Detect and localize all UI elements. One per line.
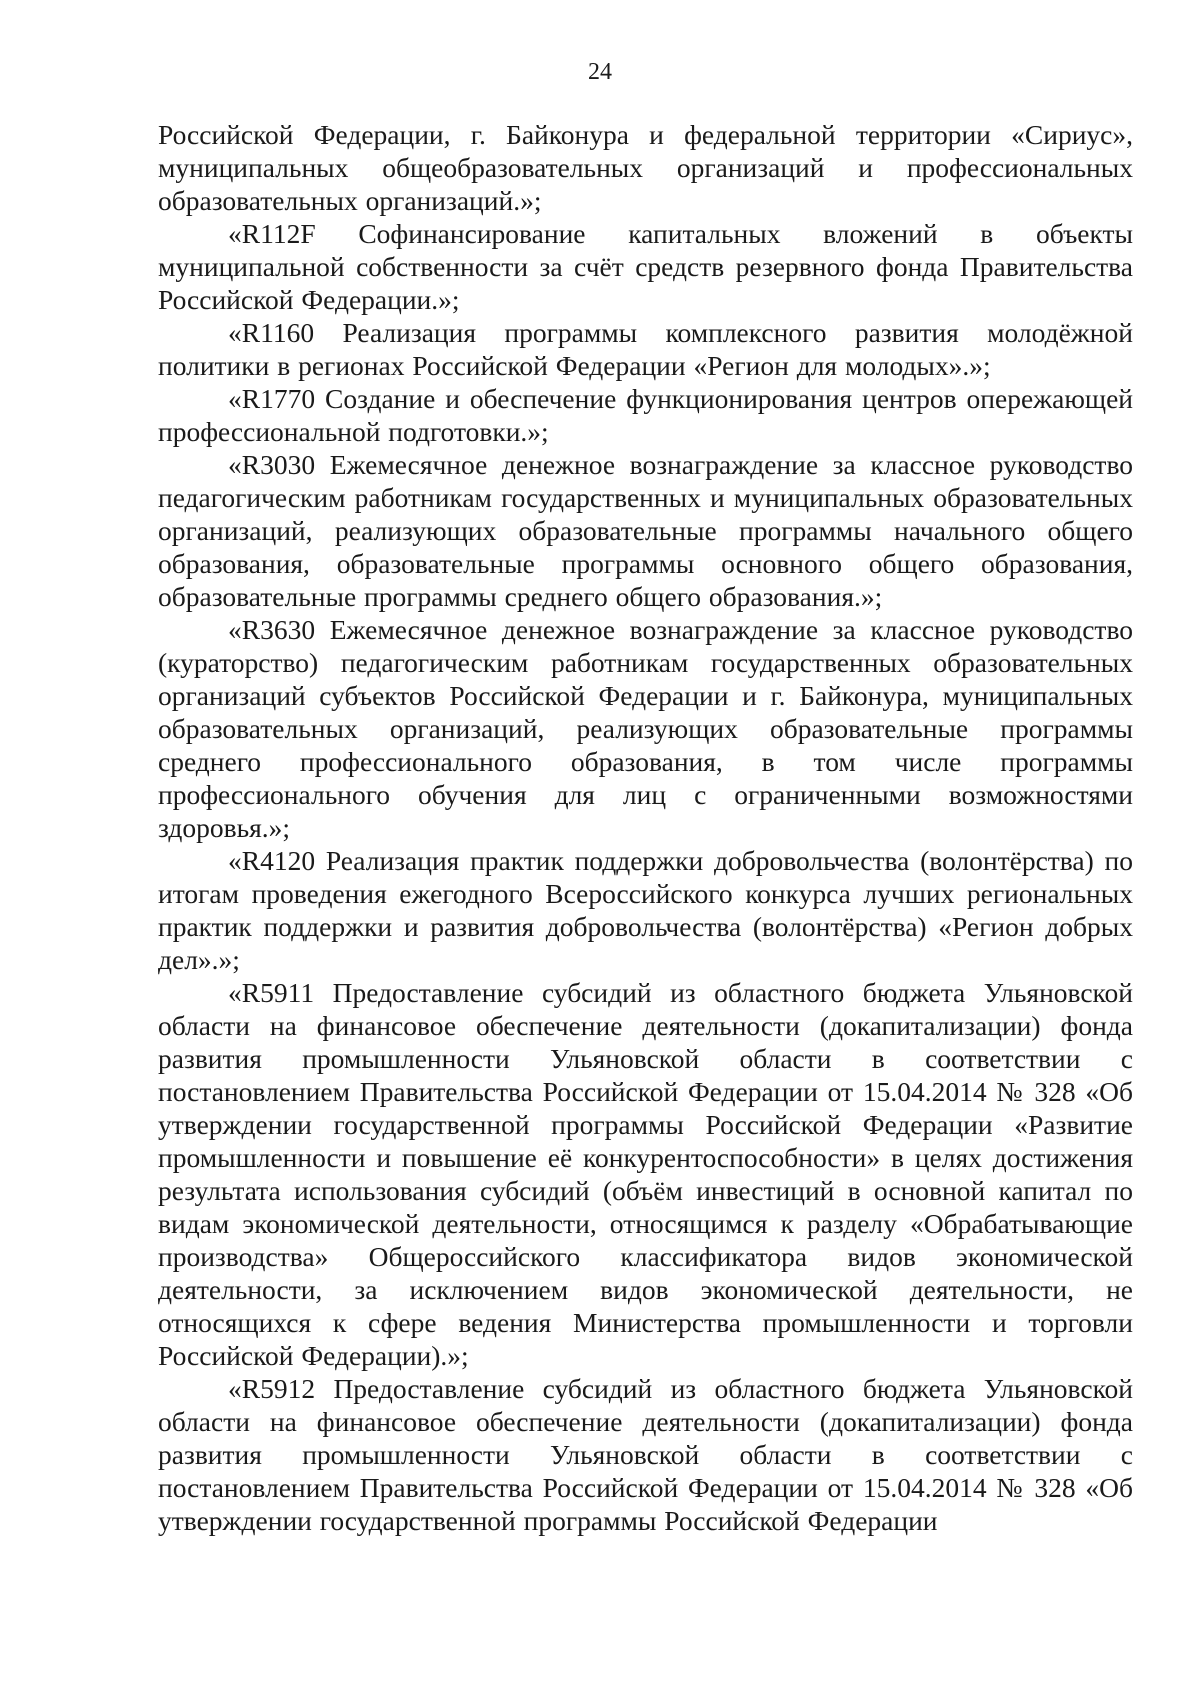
document-body	[158, 118, 1133, 1537]
page-number: 24	[588, 59, 612, 85]
paragraph-continuation: Российской Федерации, г. Байконура и федеральной территории «Сириус», муниципальных общеобразовательных организаций и профессиональных образовательных организаций.»;	[158, 119, 1133, 216]
paragraph-r1160: «R1160 Реализация программы комплексного развития молодёжной политики в регионах Российской Федерации «Регион для молодых».»;	[158, 317, 1133, 381]
paragraph-r1770: «R1770 Создание и обеспечение функционирования центров опережающей профессиональной подготовки.»;	[158, 383, 1133, 447]
paragraph-r3630: «R3630 Ежемесячное денежное вознаграждение за классное руководство (кураторство) педагогическим работникам государственных образовательных организаций субъектов Российской Федерации и г. Байконура, муниципальных образовательных организаций, реализующих образовательные программы среднего профессионального образования, в том числе программы профессионального обучения для лиц с ограниченными возможностями здоровья.»;	[158, 614, 1133, 843]
paragraph-r5912: «R5912 Предоставление субсидий из областного бюджета Ульяновской области на финансовое обеспечение деятельности (докапитализации) фонда развития промышленности Ульяновской области в соответствии с постановлением Правительства Российской Федерации от 15.04.2014 № 328 «Об утверждении государственной программы Российской Федерации	[158, 1373, 1133, 1536]
paragraph-r5911: «R5911 Предоставление субсидий из областного бюджета Ульяновской области на финансовое обеспечение деятельности (докапитализации) фонда развития промышленности Ульяновской области в соответствии с постановлением Правительства Российской Федерации от 15.04.2014 № 328 «Об утверждении государственной программы Российской Федерации «Развитие промышленности и повышение её конкурентоспособности» в целях достижения результата использования субсидий (объём инвестиций в основной капитал по видам экономической деятельности, относящимся к разделу «Обрабатывающие производства» Общероссийского классификатора видов экономической деятельности, за исключением видов экономической деятельности, не относящихся к сфере ведения Министерства промышленности и торговли Российской Федерации).»;	[158, 977, 1133, 1371]
paragraph-r4120: «R4120 Реализация практик поддержки добровольчества (волонтёрства) по итогам проведения ежегодного Всероссийского конкурса лучших региональных практик поддержки и развития добровольчества (волонтёрства) «Регион добрых дел».»;	[158, 845, 1133, 975]
paragraph-r112f: «R112F Софинансирование капитальных вложений в объекты муниципальной собственности за счёт средств резервного фонда Правительства Российской Федерации.»;	[158, 218, 1133, 315]
paragraph-r3030: «R3030 Ежемесячное денежное вознаграждение за классное руководство педагогическим работникам государственных и муниципальных образовательных организаций, реализующих образовательные программы начального общего образования, образовательные программы основного общего образования, образовательные программы среднего общего образования.»;	[158, 449, 1133, 612]
